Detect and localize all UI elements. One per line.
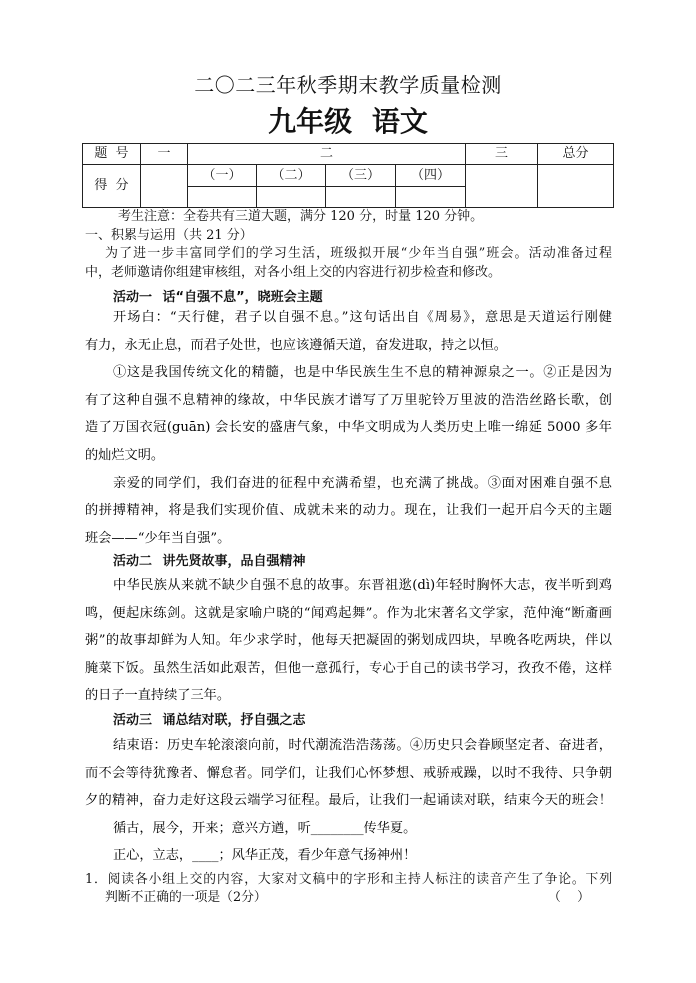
section-2-header: 二 bbox=[188, 144, 466, 165]
paragraph-line: 鸣，便起床练剑。这就是家喻户晓的“闻鸡起舞”。作为北宋著名文学家，范仲淹“断齑画 bbox=[85, 605, 612, 621]
question-line: 1．阅读各小组上交的内容，大家对文稿中的字形和主持人标注的读音产生了争论。下列 bbox=[85, 872, 612, 887]
sub-section-1-score-cell bbox=[188, 187, 257, 208]
question-1 bbox=[85, 871, 612, 907]
exam-title: 二〇二三年秋季期末教学质量检测 bbox=[194, 73, 502, 97]
total-header: 总分 bbox=[538, 144, 614, 165]
sub-section-3-header: （三） bbox=[326, 165, 396, 187]
paragraph-line: 有了这种自强不息精神的缘故，中华民族才谱写了万里驼铃万里波的浩浩丝路长歌，创 bbox=[85, 392, 612, 408]
paragraph-line: ①这是我国传统文化的精髓，也是中华民族生生不息的精神源泉之一。②正是因为 bbox=[113, 365, 612, 381]
sub-section-2-score-cell bbox=[257, 187, 326, 208]
sub-section-4-header: （四） bbox=[396, 165, 466, 187]
activity1-heading: 活动一 话“自强不息”，晓班会主题 bbox=[113, 290, 323, 305]
paragraph-line: 造了万国衣冠(guān) 会长安的盛唐气象，中华文明成为人类历史上唯一绵延 5000 多年 bbox=[85, 420, 612, 436]
couplet-line: 正心，立志，____；风华正茂，看少年意气扬神州！ bbox=[113, 848, 417, 864]
paragraph-line: 中，老师邀请你组建审核组，对各小组上交的内容进行初步检查和修改。 bbox=[85, 265, 502, 280]
paragraph-line: 为了进一步丰富同学们的学习生活，班级拟开展“少年当自强”班会。活动准备过程 bbox=[105, 246, 612, 261]
part1-heading: 一、积累与运用（共 21 分） bbox=[85, 228, 253, 243]
activity3-heading: 活动三 诵总结对联，抒自强之志 bbox=[113, 713, 306, 728]
activity1-body bbox=[85, 304, 612, 552]
section-1-score-cell bbox=[141, 165, 188, 208]
paragraph-line: 而不会等待犹豫者、懈怠者。同学们，让我们心怀梦想、戒骄戒躁，以时不我待、只争朝 bbox=[85, 765, 612, 781]
paragraph-line: 亲爱的同学们，我们奋进的征程中充满希望，也充满了挑战。③面对困难自强不息 bbox=[113, 475, 612, 491]
item-label-cell: 题 号 bbox=[83, 144, 141, 165]
paragraph-line: 腌菜下饭。虽然生活如此艰苦，但他一意孤行，专心于自己的读书学习，孜孜不倦，这样 bbox=[85, 660, 612, 676]
section-3-score-cell bbox=[466, 165, 538, 208]
exam-subtitle: 九年级 语文 bbox=[268, 105, 428, 138]
activity3-body bbox=[85, 732, 612, 870]
paragraph-line: 中华民族从来就不缺少自强不息的故事。东晋祖逖(dì)年轻时胸怀大志，夜半听到鸡 bbox=[113, 578, 612, 593]
activity2-heading: 活动二 讲先贤故事，品自强精神 bbox=[113, 554, 306, 569]
part1-intro bbox=[85, 244, 612, 282]
sub-section-1-header: （一） bbox=[188, 165, 257, 187]
paragraph-line: 开场白：“天行健，君子以自强不息。”这句话出自《周易》，意思是天道运行刚健 bbox=[113, 310, 612, 325]
sub-section-3-score-cell bbox=[326, 187, 396, 208]
paragraph-line: 结束语：历史车轮滚滚向前，时代潮流浩浩荡荡。④历史只会眷顾坚定者、奋进者， bbox=[113, 738, 612, 753]
paragraph-line: 粥”的故事却鲜为人知。年少求学时，他每天把凝固的粥划成四块，早晚各吃两块，伴以 bbox=[85, 633, 612, 649]
activity2-body bbox=[85, 572, 612, 710]
paragraph-line: 有力，永无止息，而君子处世，也应该遵循天道，奋发进取，持之以恒。 bbox=[85, 337, 507, 353]
section-1-header: 一 bbox=[141, 144, 188, 165]
score-table bbox=[82, 143, 614, 208]
paragraph-line: 的日子一直持续了三年。 bbox=[85, 688, 231, 704]
answer-bracket: （ ） bbox=[548, 890, 590, 905]
section-3-header: 三 bbox=[466, 144, 538, 165]
couplet-line: 循古，展今，开来；意兴方遒，听________传华夏。 bbox=[113, 820, 417, 836]
paragraph-line: 班会——“少年当自强”。 bbox=[85, 530, 231, 546]
paragraph-line: 夕的精神，奋力走好这段云端学习征程。最后，让我们一起诵读对联，结束今天的班会！ bbox=[85, 793, 612, 809]
paragraph-line: 的拼搏精神，将是我们实现价值、成就未来的动力。现在，让我们一起开启今天的主题 bbox=[85, 503, 612, 519]
sub-section-4-score-cell bbox=[396, 187, 466, 208]
sub-section-2-header: （二） bbox=[257, 165, 326, 187]
question-line: 判断不正确的一项是（2分） bbox=[105, 890, 267, 905]
paragraph-line: 的灿烂文明。 bbox=[85, 447, 165, 463]
exam-notice: 考生注意：全卷共有三道大题，满分 120 分，时量 120 分钟。 bbox=[118, 209, 484, 224]
score-label-cell: 得 分 bbox=[83, 165, 141, 208]
total-score-cell bbox=[538, 165, 614, 208]
